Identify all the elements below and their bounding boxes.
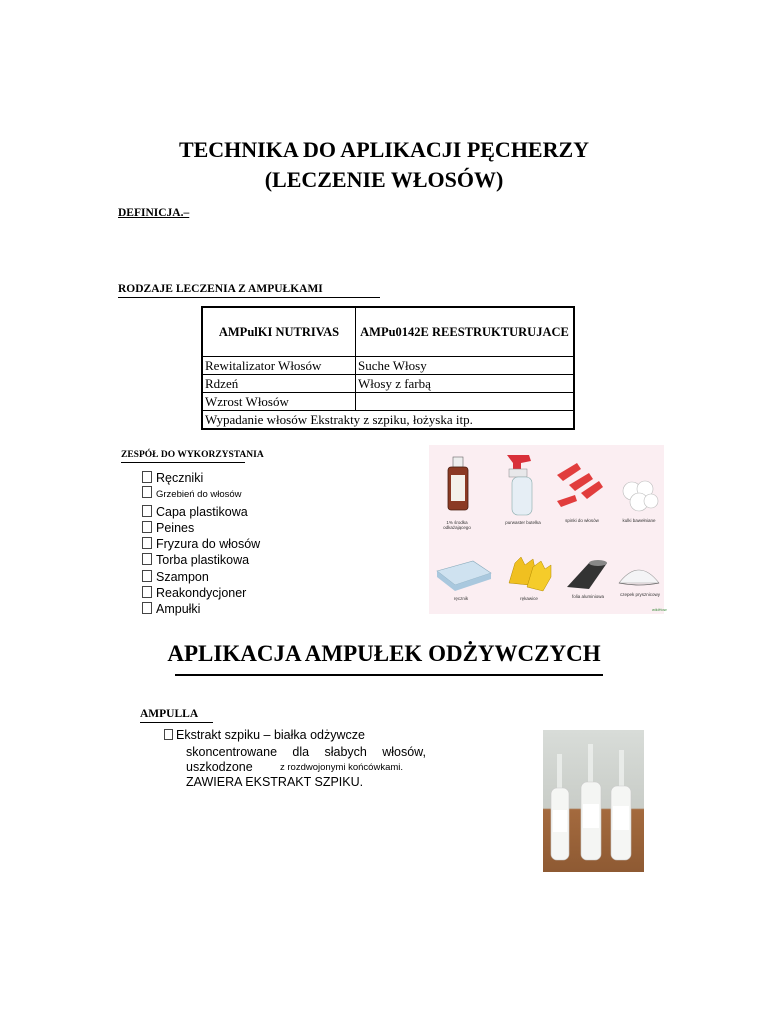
list-item [142,504,260,520]
bullet-box-icon [164,729,173,740]
hair-clips-icon [557,463,603,507]
spray-bottle-icon [507,455,532,515]
list-item-label: Grzebień do włosów [156,489,242,501]
bullet-box-icon [142,471,152,483]
caption: spinki do włosów [565,518,599,523]
equipment-list [142,470,260,618]
list-item [142,552,260,568]
list-item-label: Ręczniki [156,471,204,485]
bullet-box-icon [142,505,152,517]
caption: purwaster butelka [505,520,541,525]
list-item [142,569,260,585]
rodzaje-heading-wrap [118,279,380,298]
zespol-heading: ZESPÓŁ DO WYKORZYSTANIA [121,450,264,460]
caption: ręcznik [453,596,469,601]
table-header-cell: AMPulKI NUTRIVAS [202,307,356,357]
ampulla-line4: ZAWIERA EKSTRAKT SZPIKU. [186,775,364,789]
disinfectant-bottle-icon [448,457,468,510]
ampulla-line3b: z rozdwojonymi końcówkami. [280,762,404,773]
list-item [142,486,260,503]
table-cell: Suche Włosy [356,357,575,375]
ampoules-photo [543,730,644,872]
caption: czepek prysznicowy [619,592,660,597]
ampulla-line1-wrap [164,728,365,742]
table-header-row [202,307,574,357]
table-cell [356,393,575,411]
bullet-box-icon [142,486,152,498]
section-title-underline [175,674,603,676]
caption: folia aluminiowa [571,594,605,599]
caption: 1% środka odkażającego [443,520,471,530]
table-cell: Wzrost Włosów [202,393,356,411]
table-row [202,411,574,430]
list-item [142,470,260,486]
ampulla-line1: Ekstrakt szpiku – białka odżywcze [176,728,365,742]
table-cell: Wypadanie włosów Ekstrakty z szpiku, łożyska itp. [202,411,574,430]
ampulla-line3a: uszkodzone [186,760,253,774]
rodzaje-heading: RODZAJE LECZENIA Z AMPUŁKAMI [118,283,323,295]
section-title: APLIKACJA AMPUŁEK ODŻYWCZYCH [167,641,601,666]
caption: kulki bawełniane [622,518,656,523]
list-item [142,536,260,552]
table-row [202,357,574,375]
bullet-box-icon [142,570,152,582]
ampoules-photo-svg [543,730,644,872]
list-item [142,601,260,617]
table-row [202,393,574,411]
svg-text:wikiHow: wikiHow [652,607,667,612]
towel-icon [437,561,491,591]
bullet-box-icon [142,521,152,533]
table-row [202,375,574,393]
zespol-heading-wrap [121,444,264,463]
ampulla-line2: skoncentrowane dla słabych włosów, [186,745,426,759]
table-cell: Rewitalizator Włosów [202,357,356,375]
bullet-box-icon [142,537,152,549]
bullet-box-icon [142,586,152,598]
page-title-line2: (LECZENIE WŁOSÓW) [264,167,504,192]
bullet-box-icon [142,602,152,614]
list-item-label: Peines [156,520,195,535]
definicja-heading: DEFINICJA.– [118,207,190,219]
foil-roll-icon [567,560,607,589]
bullet-box-icon [142,553,152,565]
tools-illustration [429,445,667,614]
list-item-label: Szampon [156,569,209,584]
page-title-line1: TECHNIKA DO APLIKACJI PĘCHERZY [178,137,590,162]
list-item-label: Torba plastikowa [156,553,250,568]
list-item [142,520,260,536]
list-item-label: Capa plastikowa [156,504,248,519]
table-cell: Rdzeń [202,375,356,393]
list-item-label: Ampułki [156,602,201,617]
ampulla-heading-wrap [140,704,213,723]
cotton-balls-icon [623,481,658,511]
ampulla-heading: AMPULLA [140,708,199,720]
shower-cap-icon [619,570,659,585]
caption: rękawice [520,596,538,601]
list-item-label: Reakondycjoner [156,586,247,601]
table-cell: Włosy z farbą [356,375,575,393]
treatment-table [201,306,575,430]
list-item-label: Fryzura do włosów [156,537,261,552]
table-header-cell: AMPu0142E REESTRUKTURUJACE [356,307,575,357]
list-item [142,585,260,601]
gloves-icon [509,557,551,591]
